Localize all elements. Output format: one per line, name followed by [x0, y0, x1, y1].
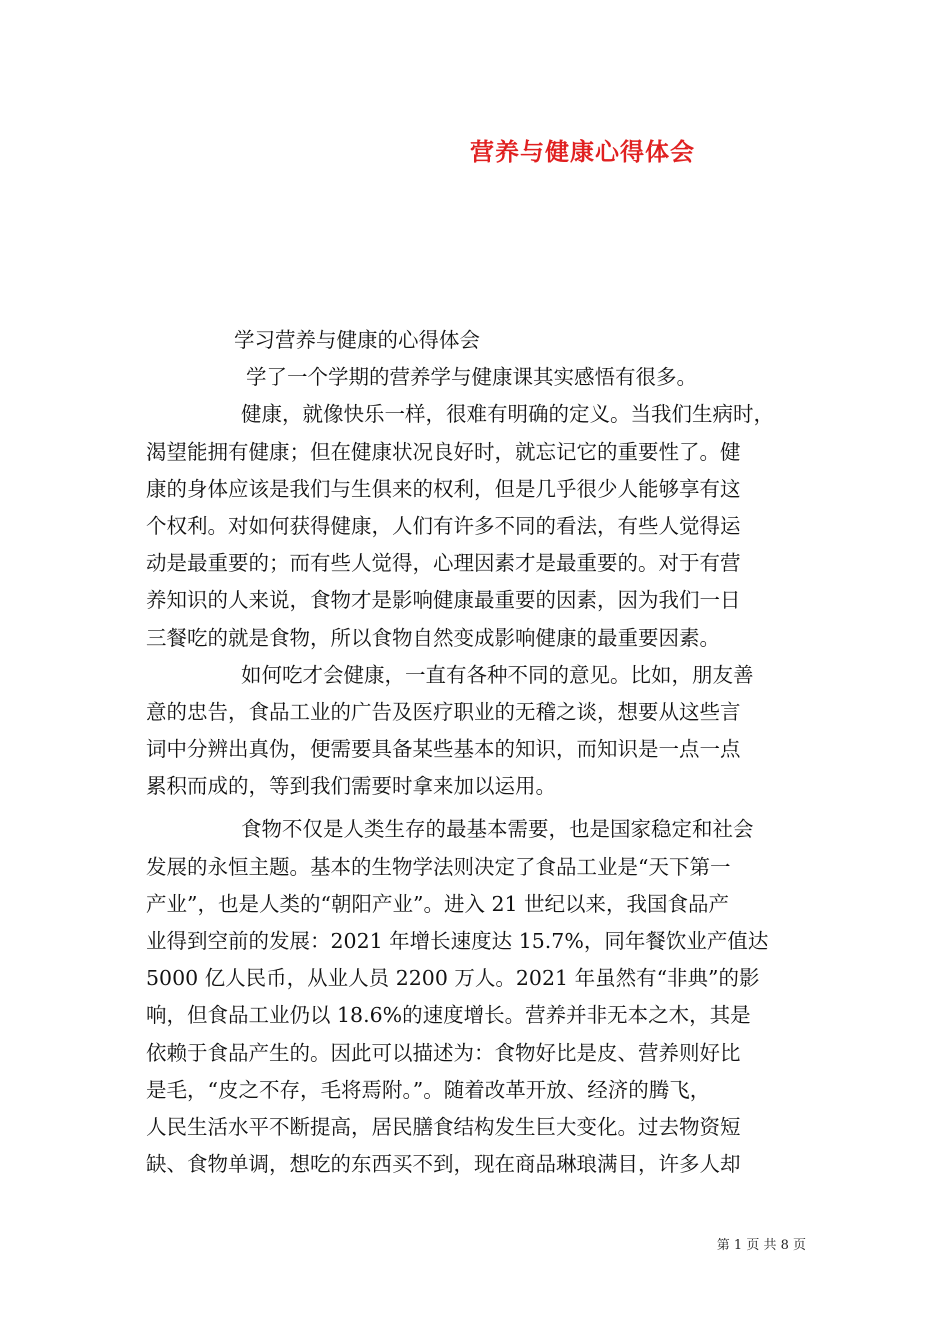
paragraph-line: 意的忠告，食品工业的广告及医疗职业的无稽之谈，想要从这些言: [146, 699, 741, 724]
paragraph-line: 食物不仅是人类生存的最基本需要，也是国家稳定和社会: [241, 817, 754, 842]
paragraph-line: 业得到空前的发展：2021 年增长速度达 15.7%，同年餐饮业产值达: [146, 929, 769, 953]
subtitle: 学习营养与健康的心得体会: [234, 328, 480, 352]
page-title: 营养与健康心得体会: [470, 137, 695, 166]
paragraph-line: 响，但食品工业仍以 18.6%的速度增长。营养并非无本之木，其是: [146, 1003, 751, 1028]
page-footer: 第 1 页 共 8 页: [716, 1238, 806, 1253]
paragraph-line: 5000 亿人民币，从业人员 2200 万人。2021 年虽然有“非典”的影: [146, 966, 760, 991]
paragraph-line: 三餐吃的就是食物，所以食物自然变成影响健康的最重要因素。: [146, 625, 720, 650]
intro-line: 学了一个学期的营养学与健康课其实感悟有很多。: [246, 365, 697, 390]
paragraph-line: 健康，就像快乐一样，很难有明确的定义。当我们生病时，: [241, 402, 774, 427]
article-body: [146, 322, 806, 1183]
paragraph-line: 人民生活水平不断提高，居民膳食结构发生巨大变化。过去物资短: [146, 1114, 741, 1139]
paragraph-line: 养知识的人来说，食物才是影响健康最重要的因素，因为我们一日: [146, 588, 741, 613]
paragraph-line: 个权利。对如何获得健康，人们有许多不同的看法，有些人觉得运: [146, 513, 741, 538]
paragraph-line: 依赖于食品产生的。因此可以描述为：食物好比是皮、营养则好比: [146, 1040, 741, 1065]
paragraph-line: 如何吃才会健康，一直有各种不同的意见。比如，朋友善: [241, 662, 754, 687]
paragraph-line: 康的身体应该是我们与生俱来的权利，但是几乎很少人能够享有这: [146, 476, 741, 501]
paragraph-3: [146, 811, 806, 1183]
paragraph-line: 动是最重要的；而有些人觉得，心理因素才是最重要的。对于有营: [146, 551, 741, 576]
paragraph-line: 产业”，也是人类的“朝阳产业”。进入 21 世纪以来，我国食品产: [146, 891, 730, 916]
paragraph-line: 发展的永恒主题。基本的生物学法则决定了食品工业是“天下第一: [146, 854, 731, 879]
paragraph-2: [146, 657, 806, 806]
paragraph-line: 是毛，“皮之不存，毛将焉附。”。随着改革开放、经济的腾飞，: [146, 1077, 711, 1102]
paragraph-line: 缺、食物单调，想吃的东西买不到，现在商品琳琅满目，许多人却: [146, 1152, 741, 1177]
paragraph-line: 词中分辨出真伪，便需要具备某些基本的知识，而知识是一点一点: [146, 737, 741, 762]
paragraph-line: 渴望能拥有健康；但在健康状况良好时，就忘记它的重要性了。健: [146, 439, 741, 464]
paragraph-line: 累积而成的，等到我们需要时拿来加以运用。: [146, 774, 556, 799]
paragraph-1: [146, 396, 806, 656]
